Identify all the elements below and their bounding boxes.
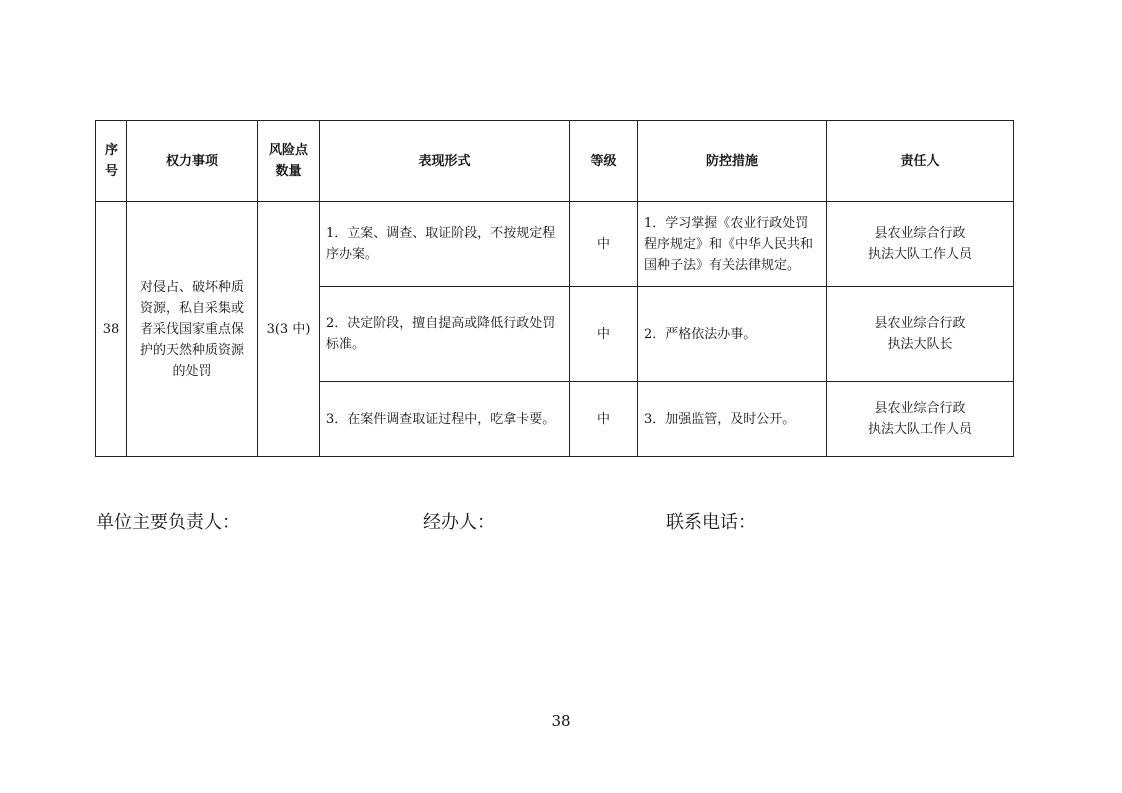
phone-label: 联系电话： bbox=[666, 512, 756, 533]
unit-head-label: 单位主要负责人： bbox=[96, 512, 240, 533]
header-measure: 防控措施 bbox=[638, 121, 827, 202]
header-seq: 序号 bbox=[96, 121, 127, 202]
header-person: 责任人 bbox=[827, 121, 1014, 202]
table-row bbox=[96, 202, 1014, 287]
row-seq: 38 bbox=[96, 202, 127, 457]
risk-level: 中 bbox=[570, 287, 638, 382]
risk-measure: 3．加强监管，及时公开。 bbox=[638, 382, 827, 457]
row-count: 3(3 中) bbox=[258, 202, 320, 457]
page-number: 38 bbox=[551, 712, 571, 730]
header-item: 权力事项 bbox=[127, 121, 258, 202]
handler-label: 经办人： bbox=[423, 512, 495, 533]
risk-level: 中 bbox=[570, 202, 638, 287]
risk-person: 县农业综合行政 执法大队工作人员 bbox=[827, 382, 1014, 457]
header-row bbox=[96, 121, 1014, 202]
risk-person: 县农业综合行政 执法大队工作人员 bbox=[827, 202, 1014, 287]
row-item: 对侵占、破坏种质资源，私自采集或者采伐国家重点保护的天然种质资源的处罚 bbox=[127, 202, 258, 457]
risk-measure: 2．严格依法办事。 bbox=[638, 287, 827, 382]
risk-measure: 1．学习掌握《农业行政处罚程序规定》和《中华人民共和国种子法》有关法律规定。 bbox=[638, 202, 827, 287]
header-form: 表现形式 bbox=[320, 121, 570, 202]
header-count: 风险点数量 bbox=[258, 121, 320, 202]
risk-form: 2．决定阶段，擅自提高或降低行政处罚标准。 bbox=[320, 287, 570, 382]
header-level: 等级 bbox=[570, 121, 638, 202]
risk-form: 3．在案件调查取证过程中，吃拿卡要。 bbox=[320, 382, 570, 457]
risk-form: 1．立案、调查、取证阶段，不按规定程序办案。 bbox=[320, 202, 570, 287]
risk-table bbox=[95, 120, 1014, 457]
risk-person: 县农业综合行政 执法大队长 bbox=[827, 287, 1014, 382]
risk-level: 中 bbox=[570, 382, 638, 457]
